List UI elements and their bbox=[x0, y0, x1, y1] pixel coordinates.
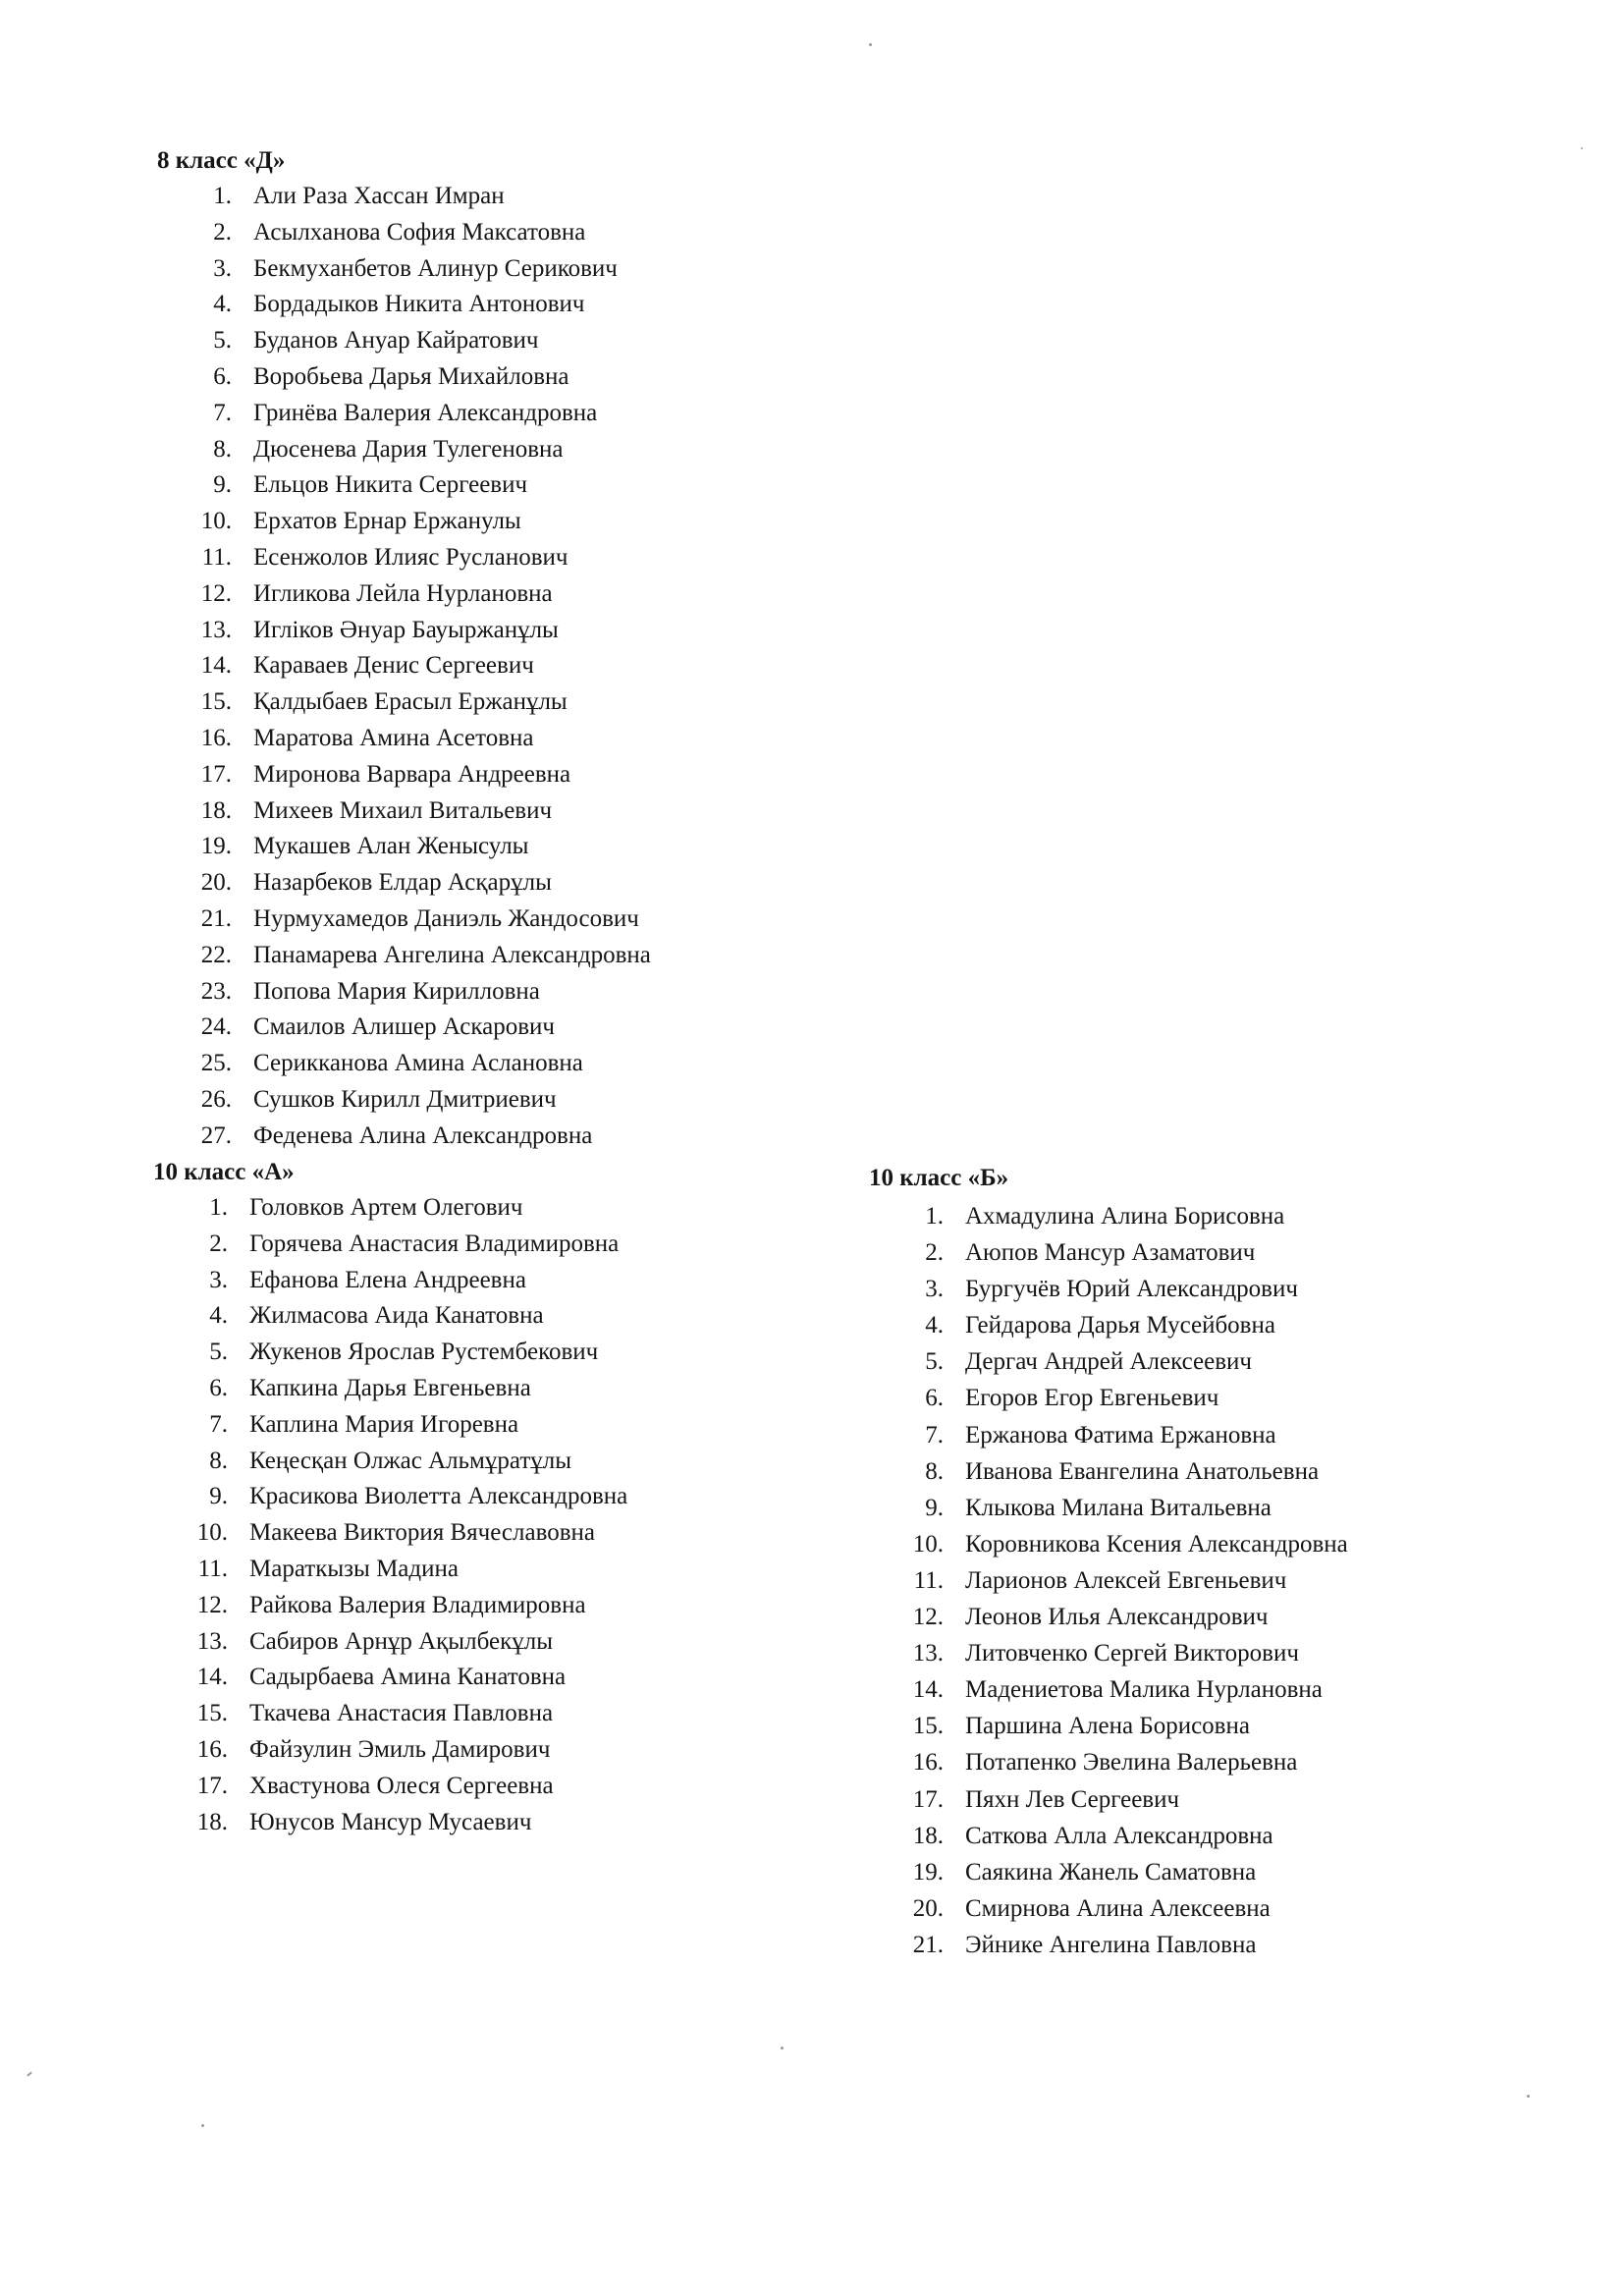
student-list bbox=[157, 179, 651, 1155]
student-name: Кеңесқан Олжас Альмұратұлы bbox=[249, 1447, 572, 1474]
student-name: Бургучёв Юрий Александрович bbox=[965, 1276, 1298, 1303]
student-name: Потапенко Эвелина Валерьевна bbox=[965, 1749, 1298, 1777]
student-number: 1. bbox=[209, 1194, 228, 1221]
student-row bbox=[157, 757, 571, 793]
student-row bbox=[157, 648, 534, 684]
class-10a-section bbox=[153, 1155, 628, 1840]
student-row bbox=[869, 1890, 1271, 1927]
student-number: 1. bbox=[925, 1203, 944, 1230]
student-number: 19. bbox=[912, 1858, 944, 1886]
student-name: Ефанова Елена Андреевна bbox=[249, 1266, 526, 1293]
student-list bbox=[869, 1198, 1348, 1963]
scan-speck bbox=[27, 2071, 32, 2076]
student-number: 12. bbox=[200, 579, 232, 607]
scan-speck bbox=[1527, 2095, 1530, 2098]
student-row bbox=[153, 1660, 567, 1696]
student-name: Ерхатов Ернар Ержанулы bbox=[253, 508, 521, 535]
student-name: Клыкова Милана Витальевна bbox=[965, 1494, 1272, 1521]
student-name: Попова Мария Кирилловна bbox=[253, 977, 540, 1005]
student-row bbox=[157, 287, 585, 323]
student-number: 21. bbox=[912, 1931, 944, 1958]
student-row bbox=[153, 1624, 553, 1661]
student-row bbox=[157, 974, 540, 1011]
student-number: 3. bbox=[209, 1266, 228, 1293]
student-name: Игліков Әнуар Бауыржанұлы bbox=[253, 616, 559, 643]
student-name: Смаилов Алишер Аскарович bbox=[253, 1013, 555, 1041]
student-name: Бекмуханбетов Алинур Серикович bbox=[253, 254, 618, 282]
student-row bbox=[157, 721, 534, 757]
student-number: 27. bbox=[200, 1121, 232, 1149]
student-number: 15. bbox=[200, 688, 232, 716]
student-name: Юнусов Мансур Мусаевич bbox=[249, 1808, 532, 1835]
student-row bbox=[157, 1010, 555, 1046]
student-row bbox=[153, 1732, 551, 1769]
student-name: Есенжолов Илияс Русланович bbox=[253, 543, 568, 571]
student-row bbox=[153, 1552, 459, 1588]
student-row bbox=[157, 613, 559, 649]
student-row bbox=[153, 1696, 554, 1732]
student-number: 4. bbox=[925, 1312, 944, 1339]
student-number: 14. bbox=[200, 652, 232, 680]
student-number: 6. bbox=[213, 362, 232, 390]
student-name: Гейдарова Дарья Мусейбовна bbox=[965, 1312, 1275, 1339]
student-name: Гринёва Валерия Александровна bbox=[253, 399, 598, 426]
student-number: 18. bbox=[200, 796, 232, 824]
student-row bbox=[157, 1082, 557, 1119]
class-8d-section bbox=[157, 143, 651, 1155]
student-name: Буданов Ануар Кайратович bbox=[253, 327, 539, 355]
student-name: Миронова Варвара Андреевна bbox=[253, 760, 571, 788]
student-row bbox=[153, 1588, 586, 1624]
student-name: Караваев Денис Сергеевич bbox=[253, 652, 534, 680]
student-row bbox=[157, 323, 539, 359]
student-number: 25. bbox=[200, 1050, 232, 1077]
student-row bbox=[869, 1453, 1320, 1490]
class-title: 10 класс «А» bbox=[153, 1159, 295, 1185]
student-number: 21. bbox=[200, 904, 232, 932]
student-number: 7. bbox=[925, 1421, 944, 1449]
student-name: Панамарева Ангелина Александровна bbox=[253, 941, 651, 968]
student-row bbox=[157, 179, 505, 215]
student-row bbox=[157, 251, 618, 288]
student-row bbox=[153, 1479, 628, 1515]
student-row bbox=[157, 396, 598, 432]
scan-speck bbox=[1581, 147, 1583, 149]
student-row bbox=[157, 1119, 593, 1155]
student-number: 11. bbox=[197, 1555, 228, 1582]
student-number: 20. bbox=[912, 1894, 944, 1922]
student-row bbox=[157, 467, 528, 504]
student-name: Эйнике Ангелина Павловна bbox=[965, 1931, 1257, 1958]
student-name: Ельцов Никита Сергеевич bbox=[253, 471, 528, 499]
student-number: 7. bbox=[209, 1410, 228, 1438]
student-name: Саткова Алла Александровна bbox=[965, 1822, 1273, 1849]
student-number: 5. bbox=[213, 327, 232, 355]
student-row bbox=[153, 1227, 620, 1263]
student-row bbox=[157, 576, 553, 613]
scan-speck bbox=[781, 2047, 784, 2050]
student-number: 16. bbox=[912, 1749, 944, 1777]
student-name: Иванова Евангелина Анатольевна bbox=[965, 1457, 1320, 1485]
student-number: 5. bbox=[925, 1348, 944, 1376]
student-row bbox=[869, 1854, 1257, 1890]
student-row bbox=[153, 1298, 544, 1335]
student-row bbox=[869, 1781, 1180, 1818]
student-number: 17. bbox=[196, 1772, 228, 1799]
class-10b-section bbox=[869, 1161, 1348, 1963]
student-name: Мадениетова Малика Нурлановна bbox=[965, 1676, 1323, 1704]
student-row bbox=[153, 1515, 596, 1552]
student-number: 26. bbox=[200, 1085, 232, 1113]
student-number: 3. bbox=[925, 1276, 944, 1303]
student-number: 20. bbox=[200, 869, 232, 897]
student-name: Ахмадулина Алина Борисовна bbox=[965, 1203, 1285, 1230]
student-row bbox=[157, 540, 568, 576]
student-name: Леонов Илья Александрович bbox=[965, 1604, 1269, 1631]
student-number: 11. bbox=[913, 1566, 944, 1594]
student-number: 11. bbox=[201, 543, 232, 571]
student-number: 6. bbox=[209, 1374, 228, 1401]
student-name: Сушков Кирилл Дмитриевич bbox=[253, 1085, 557, 1113]
student-name: Красикова Виолетта Александровна bbox=[249, 1483, 628, 1510]
student-name: Капкина Дарья Евгеньевна bbox=[249, 1374, 531, 1401]
student-row bbox=[869, 1526, 1348, 1562]
student-row bbox=[869, 1927, 1257, 1963]
student-number: 6. bbox=[925, 1385, 944, 1412]
student-row bbox=[869, 1380, 1219, 1416]
student-number: 2. bbox=[209, 1230, 228, 1257]
student-number: 12. bbox=[196, 1591, 228, 1618]
student-row bbox=[153, 1805, 532, 1841]
student-name: Али Раза Хассан Имран bbox=[253, 183, 505, 209]
student-name: Воробьева Дарья Михайловна bbox=[253, 362, 569, 390]
student-name: Файзулин Эмиль Дамирович bbox=[249, 1735, 551, 1763]
student-row bbox=[157, 504, 521, 540]
student-number: 19. bbox=[200, 833, 232, 860]
student-row bbox=[157, 432, 564, 468]
student-row bbox=[153, 1263, 526, 1299]
student-row bbox=[869, 1708, 1250, 1744]
student-row bbox=[869, 1490, 1272, 1526]
student-row bbox=[153, 1371, 531, 1407]
student-number: 9. bbox=[213, 471, 232, 499]
student-name: Смирнова Алина Алексеевна bbox=[965, 1894, 1271, 1922]
scan-speck bbox=[201, 2124, 204, 2127]
student-name: Каплина Мария Игоревна bbox=[249, 1410, 519, 1438]
class-title: 8 класс «Д» bbox=[157, 147, 286, 174]
student-row bbox=[869, 1417, 1276, 1453]
student-number: 2. bbox=[213, 218, 232, 246]
student-number: 4. bbox=[209, 1302, 228, 1330]
student-name: Асылханова София Максатовна bbox=[253, 218, 586, 246]
student-name: Пяхн Лев Сергеевич bbox=[965, 1785, 1180, 1813]
student-name: Ткачева Анастасия Павловна bbox=[249, 1700, 554, 1727]
student-number: 18. bbox=[912, 1822, 944, 1849]
student-name: Жилмасова Аида Канатовна bbox=[249, 1302, 544, 1330]
student-name: Ержанова Фатима Ержановна bbox=[965, 1421, 1276, 1449]
student-number: 10. bbox=[196, 1519, 228, 1547]
student-row bbox=[157, 902, 639, 938]
student-row bbox=[157, 684, 568, 721]
student-name: Мараткызы Мадина bbox=[249, 1555, 459, 1582]
student-row bbox=[869, 1635, 1299, 1671]
student-name: Ларионов Алексей Евгеньевич bbox=[965, 1566, 1287, 1594]
student-name: Қалдыбаев Ерасыл Ержанұлы bbox=[253, 688, 568, 716]
student-number: 17. bbox=[912, 1785, 944, 1813]
student-name: Назарбеков Елдар Асқарұлы bbox=[253, 869, 552, 897]
student-number: 8. bbox=[209, 1447, 228, 1474]
student-name: Маратова Амина Асетовна bbox=[253, 724, 534, 751]
student-number: 24. bbox=[200, 1013, 232, 1041]
student-row bbox=[157, 829, 529, 865]
student-row bbox=[153, 1335, 599, 1371]
student-name: Михеев Михаил Витальевич bbox=[253, 796, 553, 824]
student-name: Нурмухамедов Даниэль Жандосович bbox=[253, 904, 639, 932]
student-number: 12. bbox=[912, 1604, 944, 1631]
student-row bbox=[869, 1599, 1269, 1635]
student-name: Егоров Егор Евгеньевич bbox=[965, 1385, 1219, 1412]
student-number: 15. bbox=[912, 1713, 944, 1740]
student-number: 1. bbox=[213, 183, 232, 209]
student-number: 10. bbox=[912, 1530, 944, 1558]
student-number: 13. bbox=[196, 1627, 228, 1655]
student-row bbox=[157, 359, 569, 396]
student-number: 8. bbox=[925, 1457, 944, 1485]
student-row bbox=[869, 1818, 1273, 1854]
student-row bbox=[153, 1407, 519, 1444]
student-row bbox=[157, 938, 651, 974]
student-number: 13. bbox=[912, 1640, 944, 1667]
student-name: Дергач Андрей Алексеевич bbox=[965, 1348, 1253, 1376]
student-name: Макеева Виктория Вячеславовна bbox=[249, 1519, 596, 1547]
student-number: 23. bbox=[200, 977, 232, 1005]
student-row bbox=[869, 1271, 1298, 1307]
student-name: Головков Артем Олегович bbox=[249, 1194, 523, 1221]
student-name: Паршина Алена Борисовна bbox=[965, 1713, 1250, 1740]
student-name: Игликова Лейла Нурлановна bbox=[253, 579, 553, 607]
student-number: 14. bbox=[196, 1664, 228, 1691]
student-name: Литовченко Сергей Викторович bbox=[965, 1640, 1299, 1667]
student-name: Садырбаева Амина Канатовна bbox=[249, 1664, 567, 1691]
student-row bbox=[869, 1234, 1256, 1271]
student-row bbox=[869, 1744, 1298, 1780]
student-number: 16. bbox=[200, 724, 232, 751]
student-name: Жукенов Ярослав Рустембекович bbox=[249, 1339, 599, 1366]
class-title: 10 класс «Б» bbox=[869, 1165, 1009, 1191]
student-number: 9. bbox=[209, 1483, 228, 1510]
student-name: Коровникова Ксения Александровна bbox=[965, 1530, 1348, 1558]
student-row bbox=[157, 1046, 583, 1082]
student-row bbox=[153, 1769, 554, 1805]
student-number: 14. bbox=[912, 1676, 944, 1704]
student-number: 22. bbox=[200, 941, 232, 968]
student-name: Саякина Жанель Саматовна bbox=[965, 1858, 1257, 1886]
student-number: 15. bbox=[196, 1700, 228, 1727]
student-name: Райкова Валерия Владимировна bbox=[249, 1591, 586, 1618]
student-number: 4. bbox=[213, 291, 232, 318]
student-row bbox=[153, 1190, 523, 1227]
student-row bbox=[157, 793, 553, 830]
student-row bbox=[869, 1343, 1253, 1380]
student-row bbox=[869, 1198, 1285, 1234]
student-row bbox=[869, 1562, 1287, 1599]
student-row bbox=[869, 1671, 1323, 1708]
student-number: 3. bbox=[213, 254, 232, 282]
student-number: 2. bbox=[925, 1239, 944, 1267]
student-number: 8. bbox=[213, 435, 232, 463]
student-list bbox=[153, 1190, 628, 1840]
scan-speck bbox=[869, 43, 872, 46]
student-row bbox=[153, 1444, 572, 1480]
student-name: Горячева Анастасия Владимировна bbox=[249, 1230, 620, 1257]
student-number: 18. bbox=[196, 1808, 228, 1835]
student-name: Серикканова Амина Аслановна bbox=[253, 1050, 583, 1077]
student-number: 17. bbox=[200, 760, 232, 788]
student-number: 16. bbox=[196, 1735, 228, 1763]
student-row bbox=[157, 215, 586, 251]
student-number: 10. bbox=[200, 508, 232, 535]
student-number: 9. bbox=[925, 1494, 944, 1521]
student-row bbox=[869, 1307, 1275, 1343]
student-number: 13. bbox=[200, 616, 232, 643]
student-name: Аюпов Мансур Азаматович bbox=[965, 1239, 1256, 1267]
student-name: Хвастунова Олеся Сергеевна bbox=[249, 1772, 554, 1799]
student-name: Мукашев Алан Женысулы bbox=[253, 833, 529, 860]
student-name: Феденева Алина Александровна bbox=[253, 1121, 593, 1149]
student-name: Бордадыков Никита Антонович bbox=[253, 291, 585, 318]
student-row bbox=[157, 865, 552, 902]
student-number: 5. bbox=[209, 1339, 228, 1366]
student-name: Дюсенева Дария Тулегеновна bbox=[253, 435, 564, 463]
student-number: 7. bbox=[213, 399, 232, 426]
student-name: Сабиров Арнұр Ақылбекұлы bbox=[249, 1627, 553, 1655]
